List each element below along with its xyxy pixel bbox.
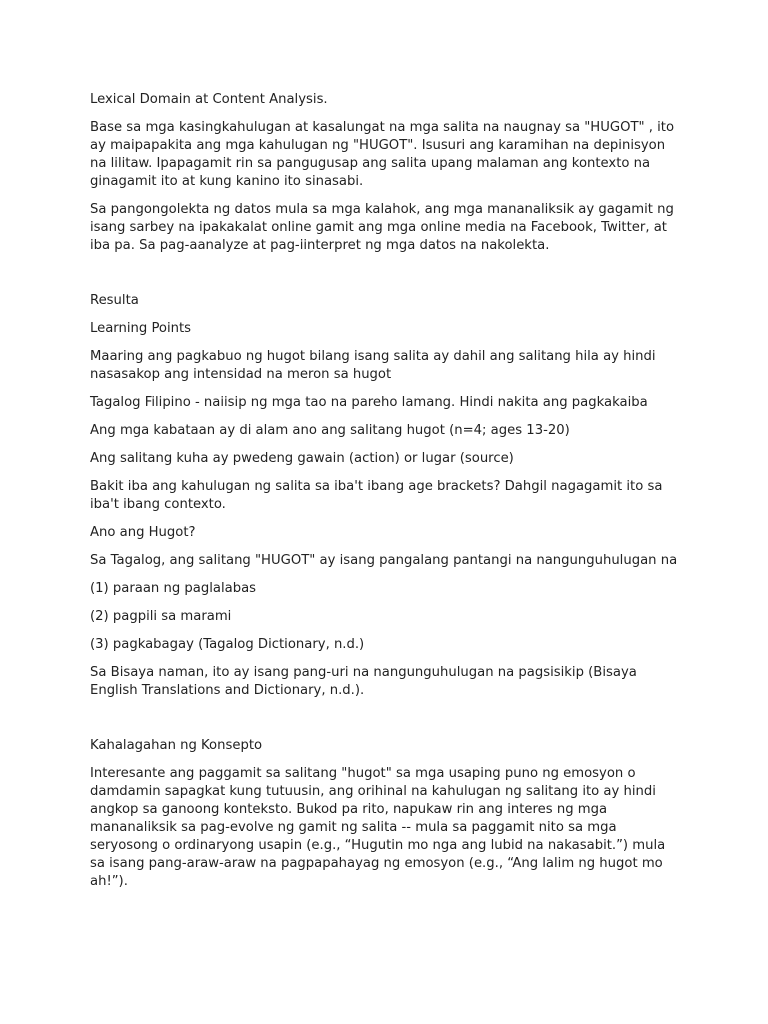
- learning-point: Tagalog Filipino - naiisip ng mga tao na pareho lamang. Hindi nakita ang pagkakaiba: [90, 395, 648, 410]
- subheading-ano-ang-hugot: Ano ang Hugot?: [90, 525, 196, 540]
- paragraph-data-collection: Sa pangongolekta ng datos mula sa mga kalahok, ang mga mananaliksik ay gagamit ng isang sarbey na ipakakalat online gamit ang mga online media na Facebook, Twitter, at iba pa. Sa pag-aanalyze at pag-iinterpret ng mga datos na nakolekta.: [90, 202, 674, 253]
- learning-point: Ang salitang kuha ay pwedeng gawain (action) or lugar (source): [90, 451, 514, 466]
- section-heading-kahalagahan: Kahalagahan ng Konsepto: [90, 738, 263, 753]
- learning-point: Bakit iba ang kahulugan ng salita sa iba't ibang age brackets? Dahgil nagagamit ito sa iba't ibang contexto.: [90, 479, 663, 512]
- paragraph-lexical-domain: Base sa mga kasingkahulugan at kasalungat na mga salita na naugnay sa "HUGOT" , ito ay maipapakita ang mga kahulugan ng "HUGOT". Isusuri ang karamihan na depinisyon na lilitaw. Ipapagamit rin sa pangugusap ang salita upang malaman ang kontexto na ginagamit ito at kung kanino ito sinasabi.: [90, 120, 675, 189]
- definition-item: (2) pagpili sa marami: [90, 609, 232, 624]
- section-heading-resulta: Resulta: [90, 293, 139, 308]
- definition-item: (3) pagkabagay (Tagalog Dictionary, n.d.): [90, 637, 365, 652]
- learning-point: Ang mga kabataan ay di alam ano ang salitang hugot (n=4; ages 13-20): [90, 423, 570, 438]
- subheading-learning-points: Learning Points: [90, 321, 192, 336]
- paragraph-kahalagahan: Interesante ang paggamit sa salitang "hugot" sa mga usaping puno ng emosyon o damdamin sapagkat kung tutuusin, ang orihinal na kahulugan ng salitang ito ay hindi angkop sa ganoong konteksto. Bukod pa rito, napukaw rin ang interes ng mga mananaliksik sa pag-evolve ng gamit ng salita -- mula sa paggamit nito sa mga seryosong o ordinaryong usapin (e.g., “Hugutin mo nga ang lubid na nakasabit.”) mula sa isang pang-araw-araw na pagpapahayag ng emosyon (e.g., “Ang lalim ng hugot mo ah!”).: [90, 766, 666, 889]
- learning-point: Maaring ang pagkabuo ng hugot bilang isang salita ay dahil ang salitang hila ay hindi nasasakop ang intensidad na meron sa hugot: [90, 349, 656, 382]
- definition-item: (1) paraan ng paglalabas: [90, 581, 257, 596]
- paragraph-bisaya-definition: Sa Bisaya naman, ito ay isang pang-uri na nangunguhulugan na pagsisikip (Bisaya English Translations and Dictionary, n.d.).: [90, 665, 637, 698]
- paragraph-tagalog-definition: Sa Tagalog, ang salitang "HUGOT" ay isang pangalang pantangi na nangunguhulugan na: [90, 553, 678, 568]
- section-heading-lexical-domain: Lexical Domain at Content Analysis.: [90, 92, 328, 107]
- document-page: [90, 91, 680, 901]
